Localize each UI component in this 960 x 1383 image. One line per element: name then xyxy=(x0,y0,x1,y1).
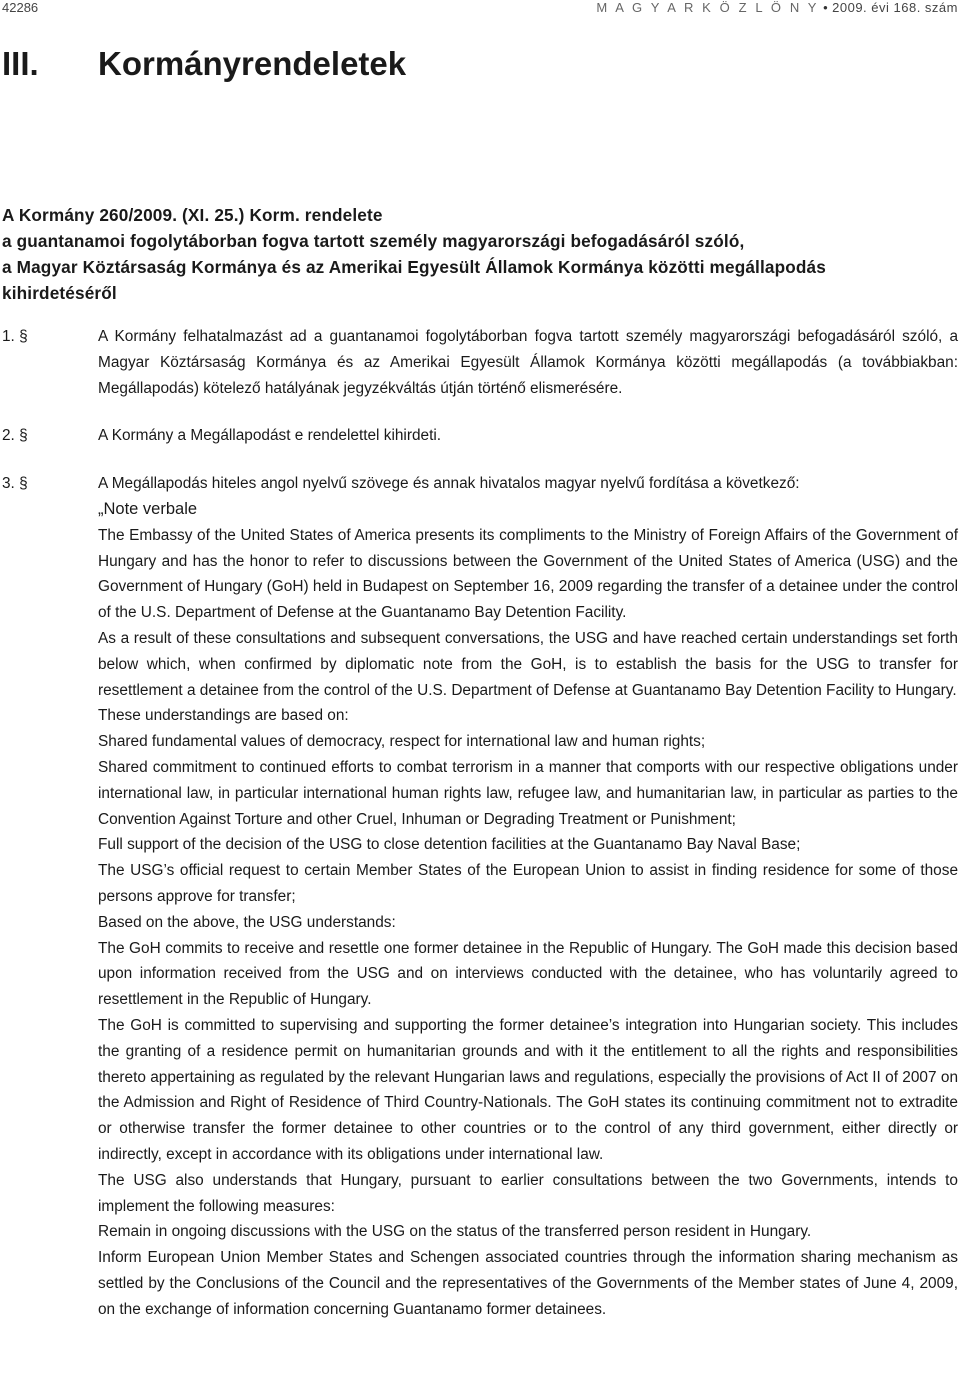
decree-title-line: a Magyar Köztársaság Kormánya és az Amerikai Egyesült Államok Kormánya közötti megállapodás xyxy=(2,257,826,277)
decree-title-line: A Kormány 260/2009. (XI. 25.) Korm. rendelete xyxy=(2,205,383,225)
note-paragraph: The Embassy of the United States of America presents its compliments to the Ministry of Foreign Affairs of the Government of Hungary and has the honor to refer to discussions between the Government of the United States of America (USG) and the Government of Hungary (GoH) held in Budapest on September 16, 2009 regarding the transfer of a detainee under the control of the U.S. Department of Defense at the Guantanamo Bay Detention Facility. xyxy=(98,526,958,622)
section-title: Kormányrendeletek xyxy=(98,45,407,82)
section-text: A Kormány a Megállapodást e rendelettel kihirdeti. xyxy=(98,427,442,445)
page-header xyxy=(0,0,960,22)
section-text: A Kormány felhatalmazást ad a guantanamoi fogolytáborban fogva tartott személy magyarországi befogadásáról szóló, a Magyar Köztársaság Kormánya és az Amerikai Egyesült Államok Kormánya közötti megállapodás (a továbbiakban: Megállapodás) kötelező hatályának jegyzékváltás útján történő elismerésére. xyxy=(98,328,958,397)
note-paragraph: The GoH commits to receive and resettle one former detainee in the Republic of Hungary. The GoH made this decision based upon information received from the USG and on interviews conducted with the detainee, who has voluntarily agreed to resettlement in the Republic of Hungary. xyxy=(98,939,958,1009)
note-paragraph: Remain in ongoing discussions with the USG on the status of the transferred person resident in Hungary. xyxy=(98,1223,812,1241)
section-number: 3. § xyxy=(2,475,28,493)
note-paragraph: Full support of the decision of the USG to close detention facilities at the Guantanamo Bay Naval Base; xyxy=(98,836,801,854)
section-numeral: III. xyxy=(2,45,39,82)
decree-title xyxy=(2,202,958,306)
masthead-title: M A G Y A R K Ö Z L Ö N Y xyxy=(596,0,820,15)
decree-title-line: a guantanamoi fogolytáborban fogva tartott személy magyarországi befogadásáról szóló, xyxy=(2,231,745,251)
note-paragraph: Inform European Union Member States and Schengen associated countries through the information sharing mechanism as settled by the Conclusions of the Council and the representatives of the Governments of the Member states of June 4, 2009, on the exchange of information concerning Guantanamo former detainees. xyxy=(98,1249,958,1318)
note-paragraph: Shared commitment to continued efforts to combat terrorism in a manner that comports with our respective obligations under international law, in particular international human rights law, refugee law, and humanitarian law, in particular as parties to the Convention Against Torture and other Cruel, Inhuman or Degrading Treatment or Punishment; xyxy=(98,758,958,828)
section-number: 1. § xyxy=(2,328,28,345)
bullet-icon: • xyxy=(823,0,829,15)
note-paragraph: As a result of these consultations and subsequent conversations, the USG and have reached certain understandings set forth below which, when confirmed by diplomatic note from the GoH, is to establish the basis for the USG to transfer for resettlement a detainee from the control of the U.S. Department of Defense at Guantanamo Bay Detention Facility to Hungary. xyxy=(98,629,958,699)
section-2 xyxy=(2,423,958,449)
note-paragraph: The USG also understands that Hungary, pursuant to earlier consultations between the two Governments, intends to implement the following measures: xyxy=(98,1171,958,1215)
section-1 xyxy=(2,324,958,401)
note-paragraph: The GoH is committed to supervising and supporting the former detainee’s integration into Hungarian society. This includes the granting of a residence permit on humanitarian grounds and with it the entitlement to all the rights and responsibilities thereto appertaining as regulated by the relevant Hungarian laws and regulations, especially the provisions of Act II of 2007 on the Admission and Right of Residence of Third Country-Nationals. The GoH states its continuing commitment not to extradite or otherwise transfer the former detainee to other countries or to the control of any third government, either directly or indirectly, except in accordance with its obligations under international law. xyxy=(98,1016,958,1163)
decree-title-line: kihirdetéséről xyxy=(2,283,117,303)
section-number: 2. § xyxy=(2,427,28,445)
note-verbale-title: „Note verbale xyxy=(98,499,198,518)
section-text: A Megállapodás hiteles angol nyelvű szövege és annak hivatalos magyar nyelvű fordítása a következő: xyxy=(98,475,800,493)
note-paragraph: The USG’s official request to certain Member States of the European Union to assist in finding residence for some of those persons approve for transfer; xyxy=(98,862,958,905)
section-heading xyxy=(2,44,958,84)
document-body xyxy=(2,324,958,1322)
note-paragraph: Shared fundamental values of democracy, respect for international law and human rights; xyxy=(98,733,706,751)
masthead xyxy=(596,0,958,15)
note-paragraph: These understandings are based on: xyxy=(98,707,349,725)
masthead-issue: 2009. évi 168. szám xyxy=(832,0,958,15)
page-number: 42286 xyxy=(2,0,39,15)
note-paragraph: Based on the above, the USG understands: xyxy=(98,913,396,931)
section-3-content xyxy=(98,471,958,1322)
section-3 xyxy=(2,471,958,1322)
